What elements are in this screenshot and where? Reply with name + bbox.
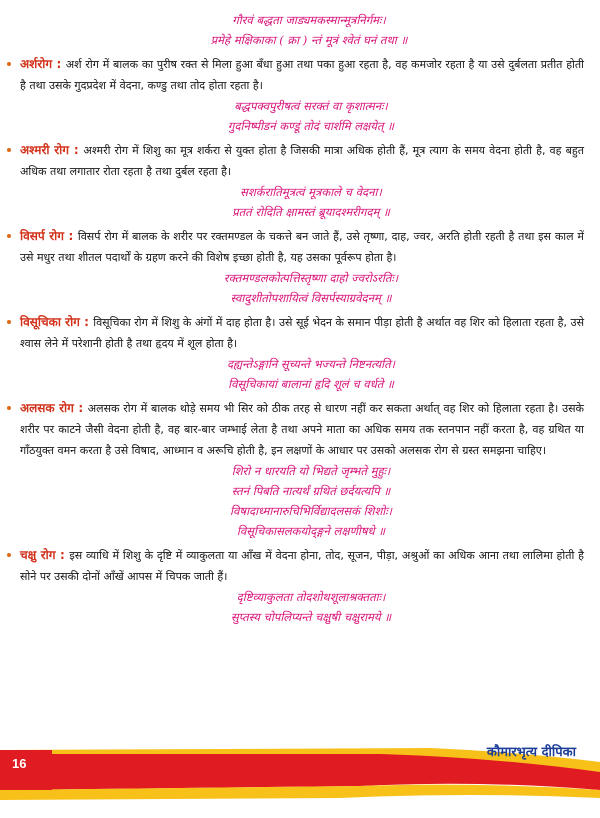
term-colon: : bbox=[52, 57, 66, 71]
verse-line: स्तनं पिबति नात्यर्थं ग्रथितं छर्दयत्यपि ॥ bbox=[231, 484, 391, 498]
page-footer bbox=[0, 728, 600, 818]
bullet-icon bbox=[7, 553, 11, 557]
verse-line: विषादाध्मानारुचिभिर्विद्यादलसकं शिशोः। bbox=[230, 504, 392, 518]
section-visarpa-rog bbox=[0, 226, 600, 308]
section-text: विसूचिका रोग में शिशु के अंगों में दाह होता है। उसे सूई भेदन के समान पीड़ा होती है अर्थात वह शिर को हिलाता रहता है, उसे श्वास लेने में परेशानी होती है तथा हृदय में शूल होता है। bbox=[20, 316, 584, 350]
verse-line: प्रततं रोदिति क्षामस्तं ब्रूयादश्मरीगदम् ॥ bbox=[232, 205, 390, 219]
bullet-icon bbox=[7, 406, 11, 410]
section-visuchika-rog bbox=[0, 312, 600, 394]
section-text: इस व्याधि में शिशु के दृष्टि में व्याकुलता या आँख में वेदना होना, तोद, सूजन, पीड़ा, अश्रुओं का अधिक आना तथा लालिमा होती है सोने पर उसकी दोनों आँखें आपस में चिपक जाती हैं। bbox=[20, 549, 584, 583]
verse-line: दह्यन्तेऽङ्गानि सूच्यन्ते भज्यन्ते निष्टनत्यति। bbox=[226, 357, 396, 371]
section-arsha-rog bbox=[0, 54, 600, 136]
term-colon: : bbox=[79, 315, 94, 329]
bullet-icon bbox=[7, 148, 11, 152]
section-paragraph bbox=[20, 140, 584, 182]
section-text: अर्श रोग में बालक का पुरीष रक्त से मिला हुआ बँधा हुआ तथा पका हुआ रहता है, वह कमजोर रहता है या उसे दुर्बलता प्रतीत होती है तथा उसके गुदप्रदेश में वेदना, कण्डु तथा तोद होता रहता है। bbox=[20, 58, 585, 92]
section-text: विसर्प रोग में बालक के शरीर पर रक्तमण्डल के चकत्ते बन जाते हैं, उसे तृष्णा, दाह, ज्वर, अरति होती रहती है तथा इस काल में उसे मधुर तथा शीतल पदार्थों के ग्रहण करने की विशेष इच्छा होती है, यह उसका पूर्वरूप होता है। bbox=[20, 230, 584, 264]
verse-line: दृष्टिव्याकुलता तोदशोथशूलाश्रक्तताः। bbox=[236, 590, 386, 604]
verse-line: गौरवं बद्धता जाड्यमकस्मान्मूत्रनिर्गमः। bbox=[232, 13, 386, 27]
section-text: अलसक रोग में बालक थोड़े समय भी सिर को ठीक तरह से धारण नहीं कर सकता अर्थात् वह शिर को हिलाता रहता है। उसके शरीर पर काटने जैसी वेदना होती है, वह बार-बार जम्भाई लेता है तथा अपने माता का अधिक समय तक स्तनपान नहीं करता है, वह ग्रथित या गाँठयुक्त वमन करता है उसे विषाद, आध्मान व अरूचि होती है, इन लक्षणों के आधार पर उसको अलसक रोग से ग्रस्त समझना चाहिए। bbox=[20, 402, 584, 457]
section-paragraph bbox=[20, 226, 584, 268]
section-text: अश्मरी रोग में शिशु का मूत्र शर्करा से युक्त होता है जिसकी मात्रा अधिक होती हैं, मूत्र त्याग के समय वेदना होती है, वह बहुत अधिक तथा लगातार रोता रहता है तथा दुर्बल रहता है। bbox=[20, 144, 585, 178]
section-ashmari-rog bbox=[0, 140, 600, 222]
verse-line: सशर्करातिमूत्रत्वं मूत्रकाले च वेदना। bbox=[240, 185, 382, 199]
section-term: विसर्प रोग bbox=[20, 229, 64, 243]
section-chakshu-rog bbox=[0, 545, 600, 627]
section-term: चक्षु रोग bbox=[20, 548, 56, 562]
book-title: कौमारभृत्य दीपिका bbox=[486, 745, 576, 760]
section-paragraph bbox=[20, 545, 584, 587]
section-paragraph bbox=[20, 54, 584, 96]
verse-line: गुदनिष्पीडनं कण्डूं तोदं चार्शमि लक्षयेत् ॥ bbox=[227, 119, 395, 133]
bullet-icon bbox=[7, 234, 11, 238]
section-term: अश्मरी रोग bbox=[20, 143, 70, 157]
intro-verses bbox=[0, 10, 600, 50]
verse-line: बद्धपक्वपुरीषत्वं सरक्तं वा कृशात्मनः। bbox=[234, 99, 388, 113]
verse-line: सुप्तस्य चोपलिप्यन्ते चक्षुषी चक्षुरामये ॥ bbox=[230, 610, 392, 624]
section-paragraph bbox=[20, 312, 584, 354]
section-alasaka-rog bbox=[0, 398, 600, 541]
verse-line: प्रमेहे मक्षिकाका ( क्रा ) न्तं मूत्रं श्वेतं घनं तथा ॥ bbox=[210, 33, 408, 47]
page-number: 16 bbox=[12, 756, 27, 771]
section-term: अर्शरोग bbox=[20, 57, 53, 71]
bullet-icon bbox=[7, 320, 11, 324]
verse-line: शिरो न धारयति यो भिद्यते जृम्भते मुहुः। bbox=[231, 464, 391, 478]
verse-line: रक्तमण्डलकोत्पत्तिस्तृष्णा दाहो ज्वरोऽरतिः। bbox=[223, 271, 399, 285]
bullet-icon bbox=[7, 62, 11, 66]
verse-line: स्वादुशीतोपशायित्वं विसर्पस्याग्रवेदनम् ॥ bbox=[230, 291, 392, 305]
term-colon: : bbox=[64, 229, 78, 243]
section-term: विसूचिका रोग bbox=[20, 315, 80, 329]
section-term: अलसक रोग bbox=[20, 401, 74, 415]
term-colon: : bbox=[55, 548, 70, 562]
verse-line: विसूचिकासलकयोद्ङ्गने लक्षणीषधे ॥ bbox=[236, 524, 386, 538]
verse-line: विसूचिकायां बालानां हृदि शूलं च वर्धते ॥ bbox=[228, 377, 394, 391]
section-paragraph bbox=[20, 398, 584, 461]
term-colon: : bbox=[69, 143, 84, 157]
term-colon: : bbox=[73, 401, 88, 415]
